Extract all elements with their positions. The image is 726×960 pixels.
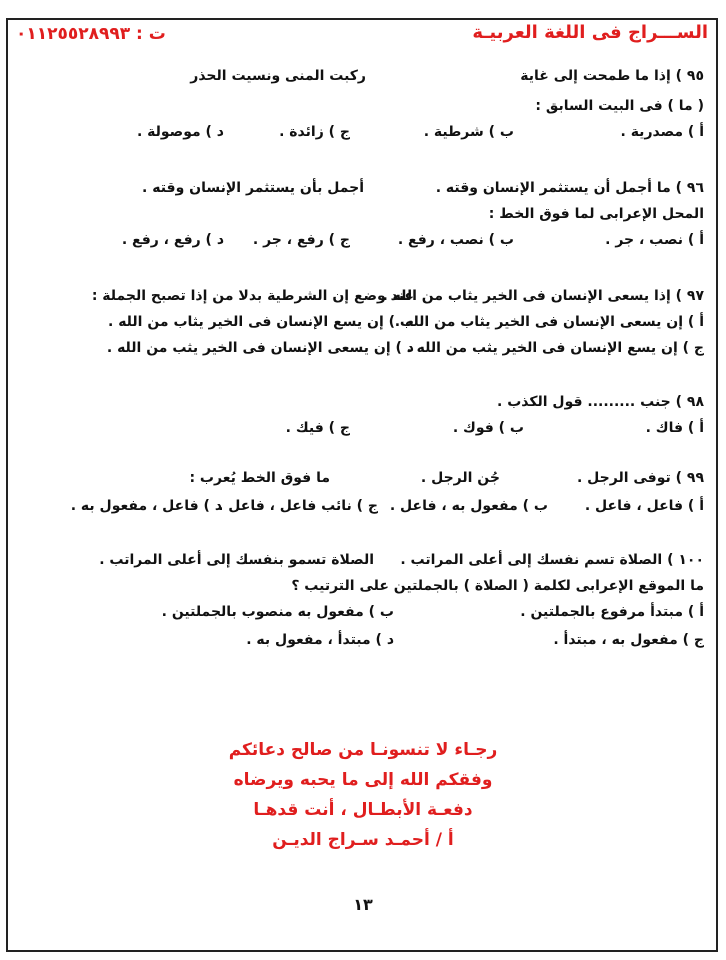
q99-prompt: ما فوق الخط يُعرب : [189, 470, 330, 486]
header-title: الســـراج فى اللغة العربيـة [472, 22, 708, 43]
q97-option-a: أ ) إن يسعى الإنسان فى الخير يثاب من الله . [394, 314, 704, 330]
q98-option-b: ب ) فوك . [452, 420, 524, 436]
q100-sentence2: الصلاة تسمو بنفسك إلى أعلى المراتب . [99, 552, 374, 568]
q100-prompt: ما الموقع الإعرابى لكلمة ( الصلاة ) بالجملتين على الترتيب ؟ [291, 578, 704, 594]
q99-stem: ٩٩ ) توفى الرجل . [576, 470, 704, 486]
q100-stem: ١٠٠ ) الصلاة تسم نفسك إلى أعلى المراتب . [400, 552, 704, 568]
q95-option-b: ب ) شرطية . [423, 124, 514, 140]
q96-option-a: أ ) نصب ، جر . [605, 232, 704, 248]
q99-option-b: ب ) مفعول به ، فاعل . [389, 498, 548, 514]
q95-prompt: ( ما ) فى البيت السابق : [535, 98, 704, 114]
q98-option-a: أ ) فاك . [645, 420, 704, 436]
q95-option-a: أ ) مصدرية . [620, 124, 704, 140]
q100-option-c: ج ) مفعول به ، مبتدأ . [553, 632, 704, 648]
q96-sentence2: أجمل بأن يستثمر الإنسان وقته . [142, 180, 364, 196]
q97-option-c: ج ) إن يسع الإنسان فى الخير يثب من الله . [406, 340, 704, 356]
footer-line-1: رجـاء لا تنسونـا من صالح دعائكم [228, 740, 498, 760]
q100-option-b: ب ) مفعول به منصوب بالجملتين . [161, 604, 394, 620]
q99-sentence2: جُن الرجل . [420, 470, 500, 486]
q95-option-c: ج ) زائدة . [279, 124, 350, 140]
q99-option-d: د ) فاعل ، مفعول به . [70, 498, 222, 514]
q95-verse2: ركبت المنى ونسيت الحذر [190, 68, 366, 84]
page-number: ١٣ [353, 895, 373, 914]
q97-prompt: عند وضع إن الشرطية بدلا من إذا تصبح الجملة : [91, 288, 414, 304]
q96-option-d: د ) رفع ، رفع . [121, 232, 224, 248]
q97-stem: ٩٧ ) إذا يسعى الإنسان فى الخير يثاب من الله . [382, 288, 704, 304]
q96-option-c: ج ) رفع ، جر . [252, 232, 350, 248]
header-phone: ت : ٠١١٢٥٥٢٨٩٩٣ [16, 24, 166, 44]
footer-line-2: وفقكم الله إلى ما يحبه ويرضاه [233, 770, 493, 790]
q95-option-d: د ) موصولة . [136, 124, 224, 140]
q96-prompt: المحل الإعرابى لما فوق الخط : [488, 206, 704, 222]
q98-option-c: ج ) فيك . [285, 420, 350, 436]
q99-option-c: ج ) نائب فاعل ، فاعل . [218, 498, 378, 514]
footer-line-4: أ / أحمـد سـراج الديـن [272, 830, 454, 850]
q97-option-d: د ) إن يسعى الإنسان فى الخير يثب من الله . [106, 340, 414, 356]
q95-stem: ٩٥ ) إذا ما طمحت إلى غاية [520, 68, 704, 84]
q99-option-a: أ ) فاعل ، فاعل . [584, 498, 704, 514]
q100-option-d: د ) مبتدأ ، مفعول به . [246, 632, 394, 648]
q97-option-b: ب ) إن يسع الإنسان فى الخير يثاب من الله . [108, 314, 414, 330]
footer-line-3: دفعـة الأبطـال ، أنت قدهـا [253, 800, 473, 820]
q96-option-b: ب ) نصب ، رفع . [397, 232, 514, 248]
q96-stem: ٩٦ ) ما أجمل أن يستثمر الإنسان وقته . [435, 180, 704, 196]
q100-option-a: أ ) مبتدأ مرفوع بالجملتين . [520, 604, 704, 620]
q98-stem: ٩٨ ) جنب ......... قول الكذب . [497, 394, 704, 410]
